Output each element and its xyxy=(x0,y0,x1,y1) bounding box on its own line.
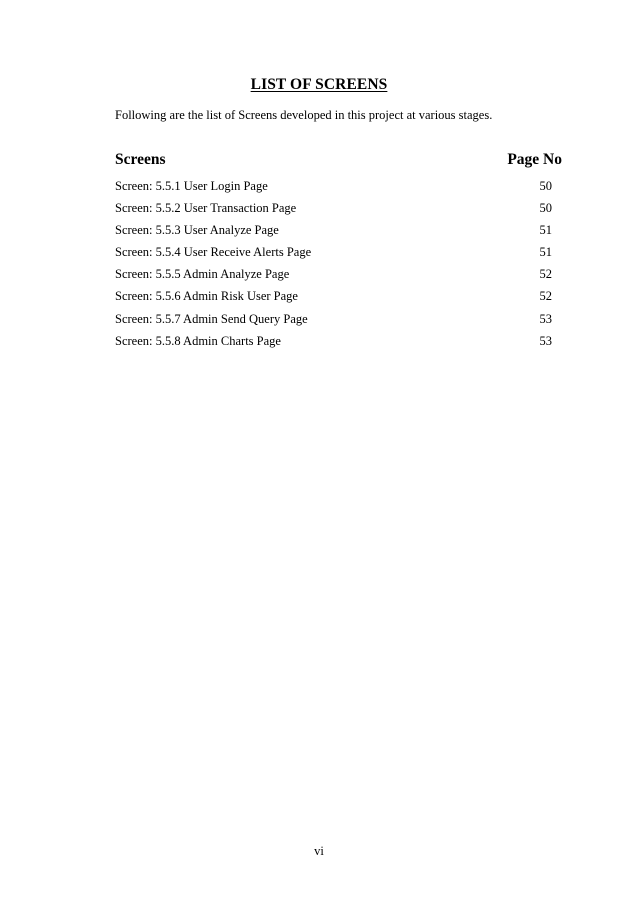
screen-label: Screen: 5.5.3 User Analyze Page xyxy=(115,223,279,238)
list-item xyxy=(115,312,552,334)
screen-label: Screen: 5.5.1 User Login Page xyxy=(115,179,268,193)
page-title: LIST OF SCREENS xyxy=(250,76,388,93)
screen-page-number: 52 xyxy=(539,267,552,282)
screen-label: Screen: 5.5.4 User Receive Alerts Page xyxy=(115,245,312,260)
screen-page-number: 53 xyxy=(539,311,552,326)
screen-label: Screen: 5.5.7 Admin Send Query Page xyxy=(115,311,308,326)
footer-page-number: vi xyxy=(314,844,324,858)
list-item xyxy=(115,223,552,245)
screen-label: Screen: 5.5.6 Admin Risk User Page xyxy=(115,289,298,304)
page-no-column-header: Page No xyxy=(507,151,562,168)
screen-page-number: 51 xyxy=(539,245,552,260)
screen-label: Screen: 5.5.5 Admin Analyze Page xyxy=(115,267,290,282)
screen-list xyxy=(115,179,552,356)
list-item xyxy=(115,267,552,289)
screens-column-header: Screens xyxy=(115,151,166,168)
screen-page-number: 50 xyxy=(539,179,552,193)
intro-text: Following are the list of Screens developed in this project at various stages. xyxy=(115,108,493,122)
list-item xyxy=(115,245,552,267)
screen-page-number: 50 xyxy=(539,201,552,216)
screen-page-number: 51 xyxy=(539,223,552,238)
screen-page-number: 52 xyxy=(539,289,552,304)
column-header-row xyxy=(115,151,562,169)
list-item xyxy=(115,179,552,201)
list-item xyxy=(115,334,552,356)
list-item xyxy=(115,289,552,311)
screen-label: Screen: 5.5.2 User Transaction Page xyxy=(115,201,297,216)
screen-page-number: 53 xyxy=(539,333,552,348)
screen-label: Screen: 5.5.8 Admin Charts Page xyxy=(115,333,281,348)
list-item xyxy=(115,201,552,223)
